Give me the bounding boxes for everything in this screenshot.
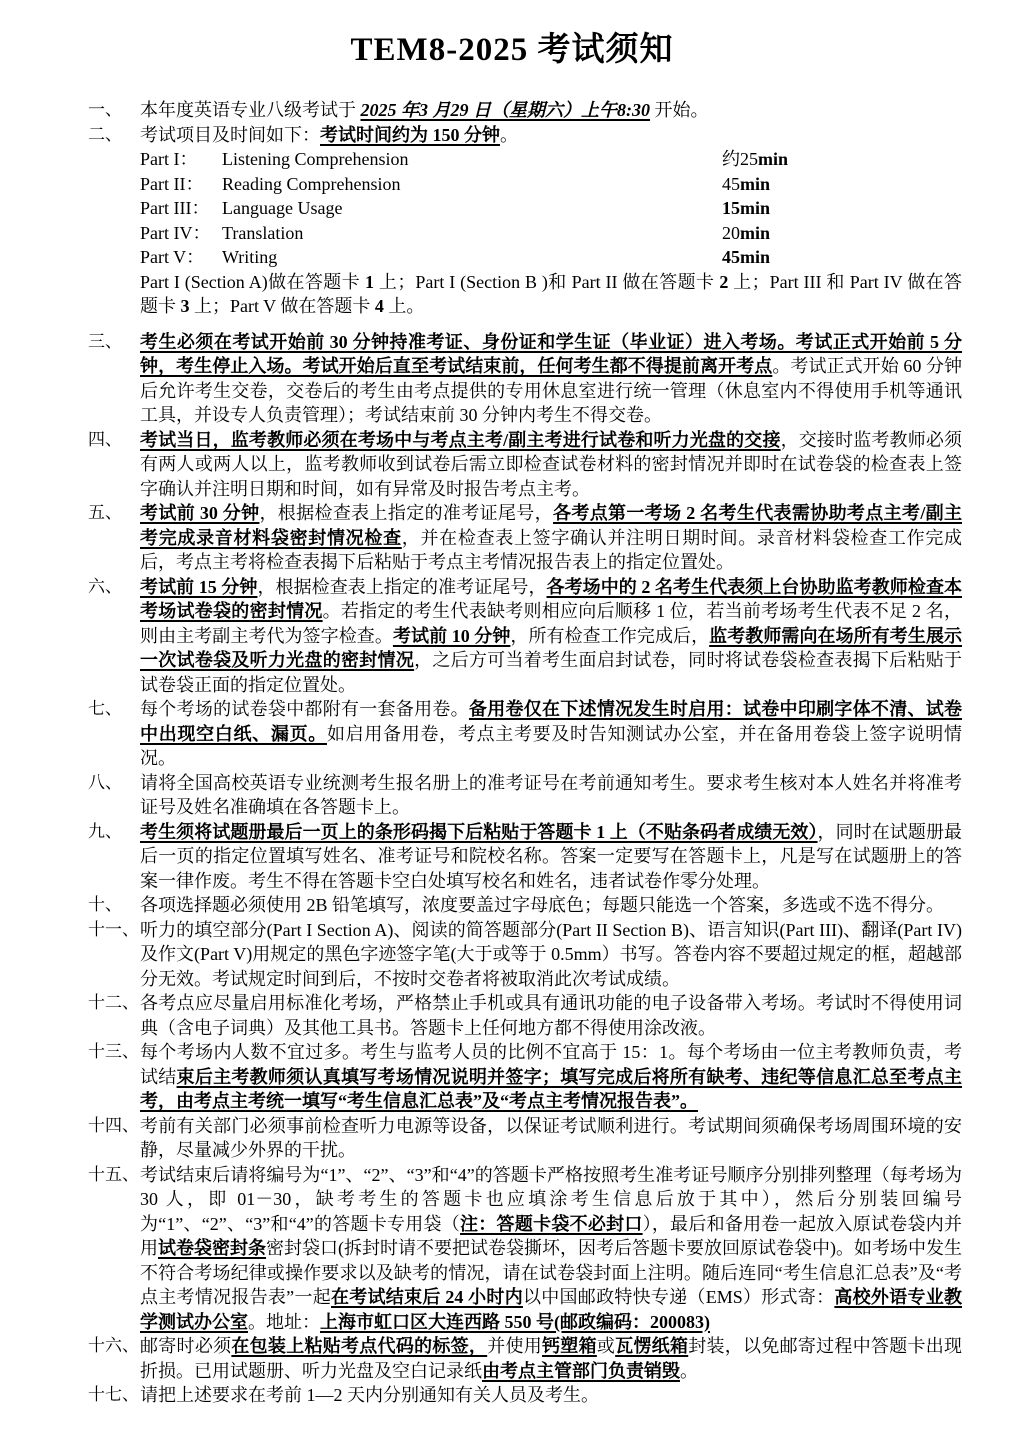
text-segment: 各考场中的 2 名考生代表须上台协助监考教师检查本考场试卷袋的密封情况: [140, 576, 963, 621]
text-segment: 各考点第一考场 2 名考生代表需协助考点主考/副主考完成录音材料袋密封情况检查: [140, 503, 963, 548]
part-name: Translation: [222, 222, 304, 243]
part-duration: [722, 172, 962, 197]
list-item: [88, 98, 962, 123]
text-segment: min: [740, 173, 771, 194]
item-number: 十、: [88, 895, 122, 914]
text-segment: 钙塑箱: [542, 1336, 597, 1356]
text-segment: 。考试正式开始 60 分钟后允许考生交卷，交卷后的考生由考点提供的专用休息室进行统一管理（休息室内不得使用手机等通讯工具，并设专人负责管理）；考试结束前 30 分钟内考生不得交卷。: [140, 356, 963, 425]
item-number: 三、: [88, 331, 122, 351]
item-text: [140, 1114, 962, 1163]
text-segment: 由考点主管部门负责销毁: [482, 1360, 680, 1381]
text-segment: 卡: [158, 296, 181, 316]
text-segment: 邮寄时必须: [140, 1336, 232, 1356]
text-segment: 如启用备用卷，考点主考要及时告知测试办公室，并在备用卷袋上签字说明情况。: [140, 723, 963, 768]
text-segment: 考试结束后请将编号为“1”、“2”、“3”和“4”的答题卡严格按照考生准考证号顺序分别排列整理（每考场为 30 人，即 01－30，缺考考生的答题卡也应填涂考生信息后放于其中），然后分别装回编号为“1”、“2”、“3”和“4”的答题卡专用袋（: [140, 1164, 962, 1234]
item-text: [140, 1040, 962, 1114]
item-number: 十六、: [88, 1336, 139, 1355]
text-segment: 高校外语专业教学测试办公室: [140, 1287, 962, 1332]
text-segment: ，之后方可当着考生面启封试卷，同时将试卷袋检查表揭下后粘贴于试卷袋正面的指定位置处。: [140, 650, 962, 695]
text-segment: 试卷袋密封条: [158, 1238, 267, 1258]
item-number: 五、: [88, 503, 122, 522]
text-segment: 1: [365, 271, 375, 292]
text-segment: 请将全国高校英语专业统测考生报名册上的准考证号在考前通知考生。要求考生核对本人姓名并将准考证号及姓名准确填在各答题卡上。: [140, 772, 962, 817]
text-segment: 各项选择题必须使用 2B 铅笔填写，浓度要盖过字母底色；每题只能选一个答案，多选或不选不得分。: [140, 895, 945, 915]
list-item: [88, 918, 962, 992]
text-segment: 考试前 15 分钟: [140, 576, 258, 597]
list-item: [88, 1334, 962, 1383]
text-segment: min: [758, 149, 789, 169]
part-label: Part I：: [140, 149, 198, 169]
part-row: [140, 221, 962, 246]
item-text: [140, 1334, 962, 1383]
text-segment: 请把上述要求在考前 1—2 天内分别通知有关人员及考生。: [140, 1385, 599, 1405]
part-label: Part III：: [140, 198, 210, 218]
text-segment: ，根据检查表上指定的准考证尾号，: [259, 503, 554, 523]
item-text: [140, 575, 962, 698]
text-segment: 45: [722, 173, 740, 194]
text-segment: 各考点应尽量启用标准化考场，严格禁止手机或具有通讯功能的电子设备带入考场。考试时不得使用词典（含电子词典）及其他工具书。答题卡上任何地方都不得使用涂改液。: [140, 993, 962, 1038]
text-segment: 上。: [383, 296, 425, 316]
list-item: [88, 1383, 962, 1408]
text-segment: 本年度英语专业八级考试于: [140, 100, 361, 120]
text-segment: min: [740, 222, 771, 243]
text-segment: ，同时在试题册最后一页的指定位置填写姓名、准考证号和院校名称。答案一定要写在答题卡上，凡是写在试题册上的答案一律作废。考生不得在答题卡空白处填写校名和姓名，违者试卷作零分处理。: [140, 821, 963, 891]
text-segment: 4: [374, 296, 384, 316]
item-text: [140, 428, 962, 502]
part-duration: [722, 221, 962, 246]
item-text: [140, 893, 962, 918]
text-segment: 3: [180, 296, 190, 316]
text-segment: 45min: [722, 247, 771, 267]
text-segment: 在包装上粘贴考点代码的标签，: [231, 1336, 488, 1356]
item-text: [140, 991, 962, 1040]
list-item: [88, 330, 962, 428]
item-text: [140, 98, 962, 123]
part-row: [140, 172, 962, 197]
item-text: [140, 771, 962, 820]
text-segment: 20: [722, 222, 740, 243]
text-segment: 每个考场的试卷袋中都附有一套备用卷。: [140, 699, 469, 719]
text-segment: 考前有关部门必须事前检查听力电源等设备，以保证考试顺利进行。考试期间须确保考场周围环境的安静，尽量减少外界的干扰。: [140, 1115, 962, 1160]
text-segment: 开始。: [650, 100, 709, 120]
text-segment: 考试时间约为 150 分钟: [320, 124, 500, 145]
item-number: 六、: [88, 576, 122, 596]
text-segment: 监考教师需向在场所有考生展示一次试卷袋及听力光盘的密封情况: [140, 625, 963, 670]
text-segment: 。地址：: [248, 1311, 320, 1332]
page-title: TEM8-2025 考试须知: [350, 32, 674, 68]
text-segment: 上；Part V 做在答题卡: [189, 296, 375, 316]
text-segment: 备用卷仅在下述情况发生时启用：试卷中印刷字体不清、试卷中出现空白纸、漏页。: [140, 699, 963, 744]
text-segment: 。若指定的考生代表缺考则相应向后顺移 1 位，若当前考场考生代表不足 2 名，则由主考副主考代为签字检查。: [140, 601, 962, 646]
list-item: [88, 575, 962, 698]
text-segment: 在考试结束后 24 小时内: [330, 1287, 523, 1307]
list-item: [88, 893, 962, 918]
item-text: [140, 330, 962, 428]
item-number: 一、: [88, 100, 122, 119]
item-number: 十二、: [88, 993, 139, 1012]
text-segment: 瓦愣纸箱: [615, 1336, 689, 1356]
text-segment: 上海市虹口区大连西路 550 号(邮政编码：200083): [320, 1311, 710, 1332]
list-item: [88, 428, 962, 502]
part-name: Reading Comprehension: [222, 173, 401, 194]
part-duration: [722, 245, 962, 270]
text-segment: 考生须将试题册最后一页上的条形码揭下后粘贴于答题卡 1 上（不贴条码者成绩无效）: [140, 821, 818, 842]
text-segment: 封装，以免邮寄过程中答题卡出现折损。已用试题册、听力光盘及空白记录纸: [140, 1336, 963, 1381]
item-number: 十三、: [88, 1042, 139, 1061]
part-label: Part V：: [140, 247, 205, 267]
part-name: Language Usage: [222, 198, 343, 218]
list-item: [88, 991, 962, 1040]
text-segment: 15min: [722, 198, 771, 218]
item-number: 八、: [88, 772, 122, 792]
text-segment: 考试前 10 分钟: [392, 625, 511, 646]
list-item: [88, 1114, 962, 1163]
text-segment: Part I (Section A)做在答题卡: [140, 271, 366, 292]
text-segment: 密封袋口(拆封时请不要把试卷袋撕坏，因考后答题卡要放回原试卷袋中)。如考场中发生不符合考场纪律或操作要求以及缺考的情况，请在试卷袋封面上注明。随后连同“考生信息汇总表”及“考点主考情况报告表”一起: [140, 1238, 963, 1307]
item-number: 七、: [88, 699, 122, 718]
text-segment: 上；Part I (Section B )和 Part II 做在答题卡: [374, 271, 720, 292]
text-segment: ，交接时监考教师必须有两人或两人以上，监考教师收到试卷后需立即检查试卷材料的密封情况并即时在试卷袋的检查表上签字确认并注明日期和时间，如有异常及时报告考点主考。: [140, 429, 963, 499]
text-segment: 。: [680, 1360, 698, 1381]
list-item: [88, 820, 962, 894]
part-label: Part II：: [140, 173, 204, 194]
item-number: 十五、: [88, 1164, 139, 1184]
item-text: [140, 697, 962, 771]
item-text: [140, 1163, 962, 1335]
text-segment: 考试项目及时间如下：: [140, 124, 320, 145]
item-text: [140, 820, 962, 894]
text-segment: 以中国邮政特快专递（EMS）形式寄：: [522, 1287, 835, 1307]
text-segment: 并使用: [487, 1336, 543, 1356]
text-segment: ），最后和备用卷一起放入原试卷袋内并用: [140, 1213, 963, 1258]
text-segment: 每个考场内人数不宜过多。考生与监考人员的比例不宜高于 15：1。每个考场由一位主考教师负责，考试结: [140, 1042, 962, 1087]
item-number: 十四、: [88, 1115, 139, 1135]
part-label: Part IV：: [140, 222, 211, 243]
part-name: Listening Comprehension: [222, 149, 409, 169]
list-item: [88, 123, 962, 319]
items-list: [88, 98, 962, 1408]
text-segment: ，并在检查表上签字确认并注明日期时间。录音材料袋检查工作完成后，考点主考将检查表揭下后粘贴于考点主考情况报告表上的指定位置处。: [140, 527, 963, 572]
text-segment: ，根据检查表上指定的准考证尾号，: [257, 576, 547, 597]
item-text: [140, 918, 962, 992]
text-segment: 或: [596, 1336, 616, 1356]
text-segment: 约25: [722, 149, 758, 169]
part-duration: [722, 147, 962, 172]
item-text: [140, 1383, 962, 1408]
text-segment: 上；Part III 和 Part IV 做在答题: [140, 271, 962, 316]
list-item: [88, 697, 962, 771]
list-item: [88, 771, 962, 820]
list-item: [88, 1163, 962, 1335]
part-row: [140, 147, 962, 172]
text-segment: 考试前 30 分钟: [140, 503, 260, 523]
item-number: 二、: [88, 124, 122, 144]
part-name: Writing: [222, 247, 278, 267]
text-segment: ，所有检查工作完成后，: [510, 625, 710, 646]
item-text: [140, 501, 962, 575]
part-row: [140, 196, 962, 221]
item-number: 十七、: [88, 1385, 139, 1404]
item-number: 四、: [88, 429, 122, 449]
text-segment: 注：答题卡袋不必封口: [460, 1213, 643, 1234]
text-segment: 2025 年3 月29 日（星期六）上午8:30: [360, 100, 650, 120]
item-text: [140, 123, 962, 319]
text-segment: 束后主考教师须认真填写考场情况说明并签字；填写完成后将所有缺考、违纪等信息汇总至考点主考，由考点主考统一填写“考生信息汇总表”及“考点主考情况报告表”。: [140, 1066, 962, 1111]
item-number: 十一、: [88, 919, 139, 939]
text-segment: 听力的填空部分(Part I Section A)、阅读的简答题部分(Part II Section B)、语言知识(Part III)、翻译(Part IV)及作文(Part V)用规定的黑色字迹签字笔(大于或等于 0.5mm）书写。答卷内容不要超过规定的框，超越部分无效。考试规定时间到后，不按时交卷者将被取消此次考试成绩。: [140, 919, 962, 989]
item-tail: [140, 270, 962, 319]
list-item: [88, 501, 962, 575]
list-item: [88, 1040, 962, 1114]
text-segment: 考试当日，监考教师必须在考场中与考点主考/副主考进行试卷和听力光盘的交接: [140, 429, 781, 450]
text-segment: 。: [500, 124, 518, 145]
item-number: 九、: [88, 821, 122, 841]
text-segment: 考生必须在考试开始前 30 分钟持准考证、身份证和学生证（毕业证）进入考场。考试正式开始前 5 分钟，考生停止入场。考试开始后直至考试结束前，任何考生都不得提前离开考点: [140, 331, 962, 376]
part-row: [140, 245, 962, 270]
parts-table: [140, 147, 962, 270]
part-duration: [722, 196, 962, 221]
text-segment: 2: [719, 271, 729, 292]
